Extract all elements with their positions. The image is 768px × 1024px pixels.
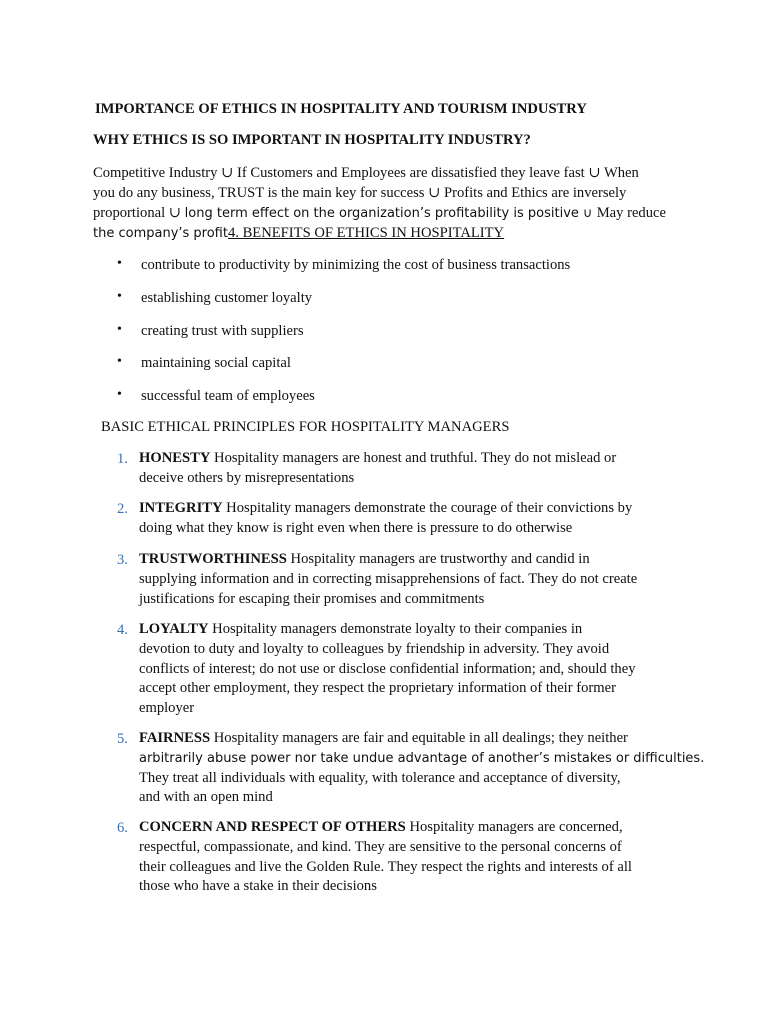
- bullet-icon: •: [117, 289, 122, 304]
- list-number: 5.: [117, 731, 128, 747]
- list-item: contribute to productivity by minimizing the cost of business transactions: [141, 257, 571, 273]
- list-number: 4.: [117, 622, 128, 638]
- intro-line-4: [93, 223, 504, 244]
- bullet-icon: •: [117, 387, 122, 402]
- principle-text: Hospitality managers are fair and equitable in all dealings; they neither: [210, 730, 628, 746]
- principle-loyalty: [139, 620, 679, 719]
- bullet-icon: •: [117, 256, 122, 271]
- principle-text: deceive others by misrepresentations: [139, 469, 355, 486]
- intro-line-3-a: proportional ∪: [93, 205, 185, 221]
- benefits-heading: 4. BENEFITS OF ETHICS IN HOSPITALITY: [227, 225, 505, 241]
- principle-trustworthiness: [139, 550, 679, 609]
- list-item: successful team of employees: [141, 388, 315, 404]
- principle-honesty: [139, 449, 679, 489]
- intro-line-3-c: May reduce: [596, 205, 666, 221]
- principle-text: justifications for escaping their promises and commitments: [139, 590, 485, 607]
- intro-line-4-a: the company’s profit: [93, 226, 228, 241]
- principle-text: Hospitality managers demonstrate loyalty to their companies in: [208, 621, 583, 637]
- list-item: establishing customer loyalty: [141, 290, 313, 306]
- principle-term: INTEGRITY: [139, 500, 223, 516]
- principle-text: respectful, compassionate, and kind. They are sensitive to the personal concerns of: [139, 838, 622, 855]
- principle-concern-respect: [139, 818, 679, 897]
- principle-text: supplying information and in correcting misapprehensions of fact. They do not create: [139, 570, 638, 587]
- principle-term: HONESTY: [139, 450, 211, 466]
- principle-text: those who have a stake in their decisions: [139, 878, 377, 895]
- principle-text: employer: [139, 700, 195, 717]
- principle-term: LOYALTY: [139, 621, 209, 637]
- principles-heading: BASIC ETHICAL PRINCIPLES FOR HOSPITALITY MANAGERS: [101, 419, 510, 435]
- principle-text: accept other employment, they respect the proprietary information of their former: [139, 680, 616, 697]
- document-subtitle: WHY ETHICS IS SO IMPORTANT IN HOSPITALITY INDUSTRY?: [93, 132, 531, 148]
- principle-text: Hospitality managers demonstrate the courage of their convictions by: [222, 500, 633, 516]
- bullet-icon: •: [117, 322, 122, 337]
- list-number: 1.: [117, 451, 128, 467]
- principle-text: They treat all individuals with equality, with tolerance and acceptance of diversity,: [139, 769, 621, 786]
- intro-line-3: [93, 203, 666, 224]
- principle-text: Hospitality managers are honest and truthful. They do not mislead or: [210, 450, 617, 466]
- principle-text: Hospitality managers are concerned,: [405, 819, 623, 835]
- intro-line-2: you do any business, TRUST is the main key for success ∪ Profits and Ethics are inversely: [93, 185, 627, 201]
- list-number: 6.: [117, 820, 128, 836]
- principle-text: their colleagues and live the Golden Rule. They respect the rights and interests of all: [139, 858, 632, 875]
- list-number: 2.: [117, 501, 128, 517]
- principle-term: FAIRNESS: [139, 730, 211, 746]
- principle-text: devotion to duty and loyalty to colleagues by friendship in adversity. They avoid: [139, 640, 610, 657]
- bullet-icon: •: [117, 354, 122, 369]
- list-item: maintaining social capital: [141, 355, 291, 371]
- principle-integrity: [139, 499, 679, 539]
- document-title: IMPORTANCE OF ETHICS IN HOSPITALITY AND TOURISM INDUSTRY: [95, 101, 587, 117]
- intro-line-1: Competitive Industry ∪ If Customers and Employees are dissatisfied they leave fast ∪ When: [93, 165, 639, 181]
- list-item: creating trust with suppliers: [141, 323, 304, 339]
- principle-term: CONCERN AND RESPECT OF OTHERS: [139, 819, 406, 835]
- principle-text: arbitrarily abuse power nor take undue advantage of another’s mistakes or difficulties.: [139, 750, 705, 766]
- principle-text: and with an open mind: [139, 789, 273, 806]
- principle-term: TRUSTWORTHINESS: [139, 551, 287, 567]
- intro-line-3-b: long term effect on the organization’s profitability is positive ∪: [184, 206, 597, 221]
- principle-text: doing what they know is right even when there is pressure to do otherwise: [139, 519, 573, 536]
- list-number: 3.: [117, 552, 128, 568]
- principle-text: conflicts of interest; do not use or disclose confidential information; and, should they: [139, 660, 636, 677]
- principle-text: Hospitality managers are trustworthy and candid in: [286, 551, 590, 567]
- principle-fairness: [139, 729, 705, 808]
